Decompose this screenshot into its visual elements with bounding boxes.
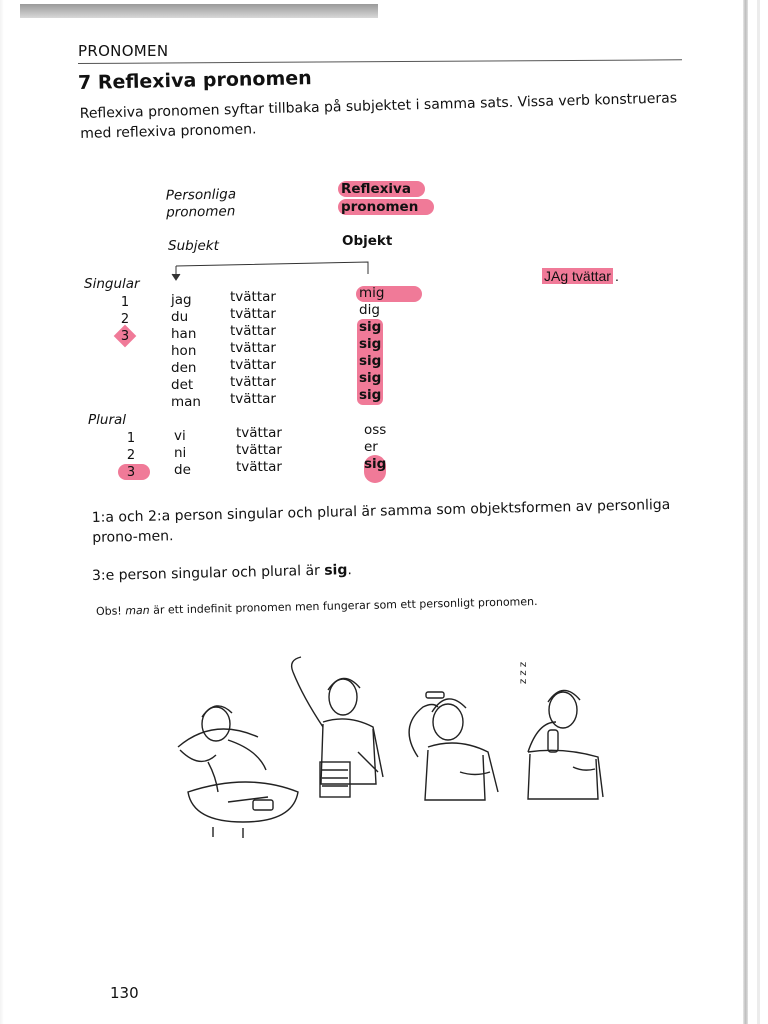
plural-numbers: 1 2 3 bbox=[126, 431, 136, 480]
header-personliga: Personliga pronomen bbox=[165, 186, 237, 221]
section-header: PRONOMEN bbox=[78, 42, 169, 60]
header-objekt: Objekt bbox=[342, 233, 393, 249]
figure-combing bbox=[409, 692, 498, 800]
singular-numbers: 1 2 3 bbox=[120, 295, 130, 344]
rule-2: 3:e person singular och plural är sig. bbox=[91, 562, 353, 584]
plural-subjects: vi ni de bbox=[174, 428, 191, 478]
singular-label: Singular bbox=[84, 276, 140, 292]
scan-left-edge bbox=[0, 0, 4, 1024]
figure-washing-face bbox=[178, 706, 298, 838]
bracket-arrow bbox=[168, 256, 378, 284]
scan-right-edge-2 bbox=[757, 0, 760, 1024]
annotation-note: JAg tvättar bbox=[544, 268, 611, 284]
page-number: 130 bbox=[110, 984, 139, 1002]
plural-objects: oss er sig bbox=[364, 422, 387, 472]
figure-drying bbox=[292, 657, 383, 797]
annotation-suffix: . bbox=[615, 268, 619, 284]
rule-1: 1:a och 2:a person singular och plural är samma som objektsformen av personliga prono-men. bbox=[91, 496, 671, 546]
header-reflexiva: Reflexiva pronomen bbox=[338, 180, 434, 216]
plural-verbs: tvättar tvättar tvättar bbox=[236, 425, 282, 475]
header-subjekt: Subjekt bbox=[168, 238, 219, 254]
singular-subjects: jag du han hon den det man bbox=[171, 292, 201, 410]
header-rule bbox=[78, 59, 682, 64]
chapter-title: 7 Reflexiva pronomen bbox=[77, 67, 312, 94]
scan-right-edge bbox=[743, 0, 748, 1024]
scan-top-shadow bbox=[20, 4, 378, 18]
plural-label: Plural bbox=[88, 412, 127, 428]
obs-note: Obs! man är ett indefinit pronomen men fungerar som ett personligt pronomen. bbox=[95, 594, 538, 618]
sound-text: z z z bbox=[518, 661, 529, 684]
figure-shaving bbox=[528, 690, 603, 799]
singular-verbs: tvättar tvättar tvättar tvättar tvättar tvättar tvättar bbox=[230, 289, 276, 407]
washing-illustration bbox=[168, 652, 618, 842]
singular-objects: mig dig sig sig sig sig sig bbox=[359, 285, 385, 403]
intro-paragraph: Reflexiva pronomen syftar tillbaka på subjektet i samma sats. Vissa verb konstrueras med reflexiva pronomen. bbox=[79, 90, 678, 142]
